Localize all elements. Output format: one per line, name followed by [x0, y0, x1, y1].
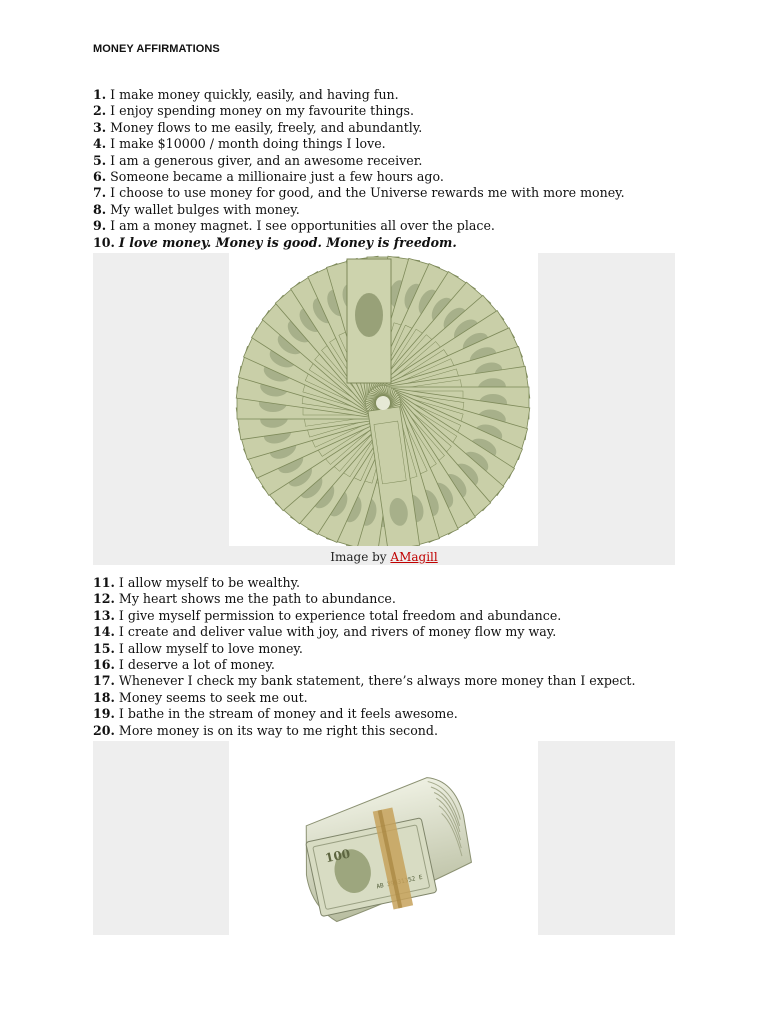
affirmation-item — [93, 218, 625, 234]
affirmation-text: Money seems to seek me out. — [118, 689, 308, 705]
affirmation-text: Someone became a millionaire just a few hours ago. — [110, 168, 444, 184]
affirmation-text: I bathe in the stream of money and it feels awesome. — [118, 706, 458, 722]
affirmation-text: I allow myself to love money. — [118, 640, 303, 656]
money-fan-photo — [229, 253, 538, 546]
affirmation-text: I am a money magnet. I see opportunities all over the place. — [110, 218, 495, 234]
fan-center — [376, 396, 390, 410]
affirmation-item — [93, 641, 636, 657]
affirmation-text: I enjoy spending money on my favourite things. — [110, 103, 414, 119]
money-fan-image-block — [93, 253, 675, 565]
affirmation-number: 5. — [93, 152, 107, 168]
affirmation-text: My wallet bulges with money. — [110, 201, 300, 217]
affirmation-number: 11. — [93, 575, 115, 590]
affirmation-text: I deserve a lot of money. — [118, 656, 275, 672]
money-roll-image-block — [93, 741, 675, 935]
affirmation-item — [93, 87, 625, 103]
svg-text:100: 100 — [324, 846, 352, 866]
affirmation-number: 4. — [93, 136, 107, 152]
affirmation-item — [93, 575, 636, 591]
affirmation-item — [93, 202, 625, 218]
affirmation-text: Money flows to me easily, freely, and abundantly. — [110, 119, 423, 135]
affirmation-number: 15. — [93, 640, 115, 656]
affirmation-number: 6. — [93, 168, 107, 184]
affirmation-number: 10. — [93, 234, 115, 250]
affirmation-text: I am a generous giver, and an awesome receiver. — [110, 152, 423, 168]
affirmation-list-part-2 — [93, 575, 636, 739]
document-title: MONEY AFFIRMATIONS — [93, 43, 220, 55]
affirmation-text: I love money. Money is good. Money is freedom. — [118, 234, 457, 250]
affirmation-item — [93, 103, 625, 119]
affirmation-list-part-1 — [93, 87, 625, 251]
affirmation-number: 12. — [93, 591, 115, 607]
affirmation-item — [93, 690, 636, 706]
affirmation-item — [93, 706, 636, 722]
affirmation-text: I make money quickly, easily, and having fun. — [110, 87, 399, 102]
affirmation-text: Whenever I check my bank statement, there’s always more money than I expect. — [118, 673, 636, 689]
front-banknote — [347, 259, 391, 383]
affirmation-item — [93, 120, 625, 136]
affirmation-number: 17. — [93, 673, 115, 689]
caption-prefix: Image by — [330, 550, 387, 564]
affirmation-item — [93, 657, 636, 673]
affirmation-number: 18. — [93, 689, 115, 705]
affirmation-number: 13. — [93, 607, 115, 623]
affirmation-item — [93, 624, 636, 640]
affirmation-item — [93, 608, 636, 624]
affirmation-item — [93, 169, 625, 185]
money-roll-illustration — [229, 741, 538, 935]
affirmation-text: I choose to use money for good, and the Universe rewards me with more money. — [110, 185, 625, 201]
image-caption — [93, 550, 675, 564]
affirmation-item — [93, 136, 625, 152]
affirmation-number: 20. — [93, 722, 115, 738]
affirmation-number: 3. — [93, 119, 107, 135]
affirmation-item — [93, 235, 625, 251]
affirmation-number: 14. — [93, 624, 115, 640]
affirmation-number: 19. — [93, 706, 115, 722]
banknote-serial: AB E — [375, 873, 424, 891]
affirmation-number: 2. — [93, 103, 107, 119]
affirmation-text: I create and deliver value with joy, and rivers of money flow my way. — [118, 624, 557, 640]
affirmation-text: My heart shows me the path to abundance. — [118, 591, 396, 607]
money-roll-photo — [229, 741, 538, 935]
affirmation-number: 8. — [93, 201, 107, 217]
affirmation-item — [93, 185, 625, 201]
affirmation-item — [93, 153, 625, 169]
affirmation-item — [93, 723, 636, 739]
affirmation-item — [93, 591, 636, 607]
affirmation-number: 9. — [93, 218, 107, 234]
affirmation-text: I allow myself to be wealthy. — [118, 575, 301, 590]
affirmation-number: 16. — [93, 656, 115, 672]
image-credit-link[interactable]: AMagill — [390, 550, 438, 564]
affirmation-number: 7. — [93, 185, 107, 201]
affirmation-text: I give myself permission to experience total freedom and abundance. — [118, 607, 562, 623]
affirmation-text: More money is on its way to me right this second. — [118, 722, 438, 738]
affirmation-item — [93, 673, 636, 689]
affirmation-number: 1. — [93, 87, 107, 102]
affirmation-text: I make $10000 / month doing things I love. — [110, 136, 386, 152]
banknote-fan-illustration — [229, 253, 538, 546]
